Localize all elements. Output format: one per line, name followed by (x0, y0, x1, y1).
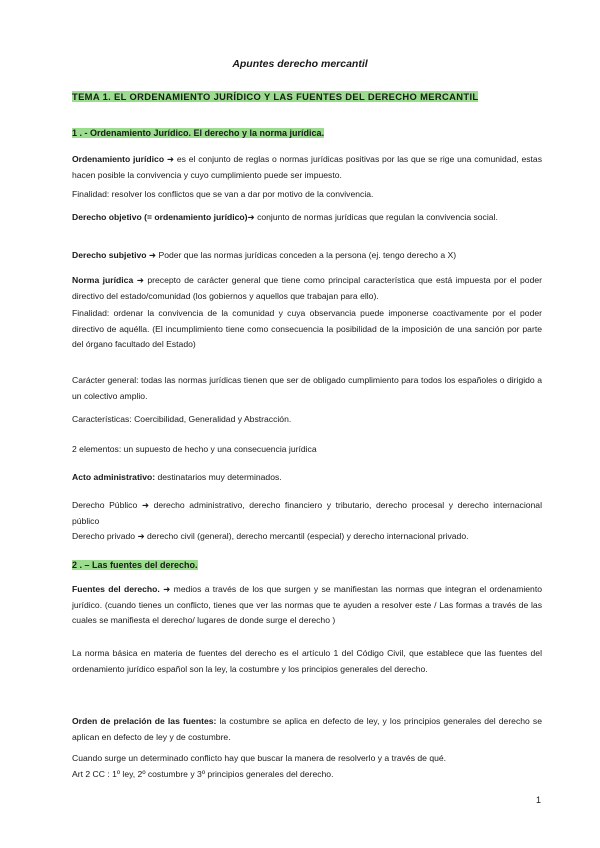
paragraph-orden-prelacion (72, 714, 542, 745)
text-conflicto: Cuando surge un determinado conflicto hay que buscar la manera de resolverlo y a través de qué. (72, 753, 447, 763)
text-derecho-privado: Derecho privado ➜ derecho civil (general), derecho mercantil (especial) y derecho internacional privado. (72, 531, 469, 541)
section-1-heading-text: 1 . - Ordenamiento Jurídico. El derecho y la norma jurídica. (72, 128, 325, 138)
section-1-heading (72, 128, 324, 138)
text-derecho-objetivo: conjunto de normas jurídicas que regulan la convivencia social. (257, 212, 498, 222)
text-norma-juridica: precepto de carácter general que tiene como principal característica que está impuesta por el poder directivo del estado/comunidad (los gobiernos y aquellos que trabajan para ello). (72, 275, 542, 301)
tema-heading-text: TEMA 1. EL ORDENAMIENTO JURÍDICO Y LAS FUENTES DEL DERECHO MERCANTIL (72, 91, 479, 102)
text-derecho-subjetivo: Poder que las normas jurídicas conceden a la persona (ej. tengo derecho a X) (158, 250, 457, 260)
paragraph-finalidad-1: Finalidad: resolver los conflictos que se van a dar por motivo de la convivencia. (72, 189, 374, 199)
section-2-heading (72, 560, 198, 570)
term-fuentes-derecho: Fuentes del derecho. (72, 584, 160, 594)
term-acto-administrativo: Acto administrativo: (72, 472, 156, 482)
arrow-icon: ➜ (163, 584, 171, 594)
paragraph-acto-administrativo (72, 470, 542, 486)
paragraph-ordenamiento (72, 152, 542, 183)
tema-heading (72, 91, 478, 102)
arrow-icon: ➜ (247, 212, 255, 222)
term-ordenamiento: Ordenamiento jurídico (72, 154, 165, 164)
document-title: Apuntes derecho mercantil (232, 58, 368, 70)
term-derecho-subjetivo: Derecho subjetivo (72, 250, 147, 260)
term-derecho-objetivo: Derecho objetivo (= ordenamiento jurídico) (72, 212, 248, 222)
paragraph-caracter-general: Carácter general: todas las normas jurídicas tienen que ser de obligado cumplimiento para todos los españoles o dirigido a un colectivo amplio. (72, 375, 542, 401)
section-2-heading-text: 2 . – Las fuentes del derecho. (72, 560, 198, 570)
paragraph-norma-basica: La norma básica en materia de fuentes del derecho es el artículo 1 del Código Civil, que establece que las fuentes del ordenamiento jurídico español son la ley, la costumbre y los principios generales del derecho. (72, 648, 542, 674)
arrow-icon: ➜ (136, 275, 144, 285)
page-number: 1 (536, 795, 542, 805)
text-art-2-cc: Art 2 CC : 1º ley, 2º costumbre y 3º principios generales del derecho. (72, 768, 334, 779)
text-orden-prelacion: la costumbre se aplica en defecto de ley, y los principios generales del derecho se aplican en defecto de ley y de costumbre. (72, 716, 542, 742)
text-acto-administrativo: destinatarios muy determinados. (157, 472, 282, 482)
paragraph-elementos: 2 elementos: un supuesto de hecho y una consecuencia jurídica (72, 444, 317, 454)
term-norma-juridica: Norma jurídica (72, 275, 134, 285)
paragraph-derecho-publico-privado (72, 498, 542, 545)
text-derecho-publico: Derecho Público ➜ derecho administrativo, derecho financiero y tributario, derecho procesal y derecho internacional público (72, 500, 542, 526)
paragraph-norma-juridica (72, 273, 542, 304)
paragraph-derecho-objetivo (72, 210, 542, 226)
paragraph-caracteristicas: Características: Coercibilidad, Generalidad y Abstracción. (72, 414, 292, 424)
arrow-icon: ➜ (166, 154, 175, 164)
text-fuentes-derecho: medios a través de los que surgen y se manifiestan las normas que integran el ordenamiento jurídico. (cuando tienes un conflicto, tienes que ver las normas que te ayuden a resolver este / Las formas a través de las cuales se manifiesta el derecho/ lugares de donde surge el derecho ) (72, 584, 543, 625)
text-ordenamiento: es el conjunto de reglas o normas jurídicas positivas por las que se rige una comunidad, estas hacen posible la convivencia y cuyo cumplimiento puede ser impuesto. (72, 154, 542, 180)
paragraph-finalidad-2: Finalidad: ordenar la convivencia de la comunidad y cuya observancia puede imponerse coactivamente por el poder directivo de aquélla. (El incumplimiento tiene como consecuencia la posibilidad de la imposición de una sanción por parte del órgano facultado del Estado) (72, 308, 542, 349)
paragraph-conflicto (72, 751, 542, 782)
paragraph-fuentes-derecho (72, 582, 542, 629)
paragraph-derecho-subjetivo (72, 248, 542, 264)
arrow-icon: ➜ (148, 250, 157, 260)
term-orden-prelacion: Orden de prelación de las fuentes: (72, 716, 217, 726)
